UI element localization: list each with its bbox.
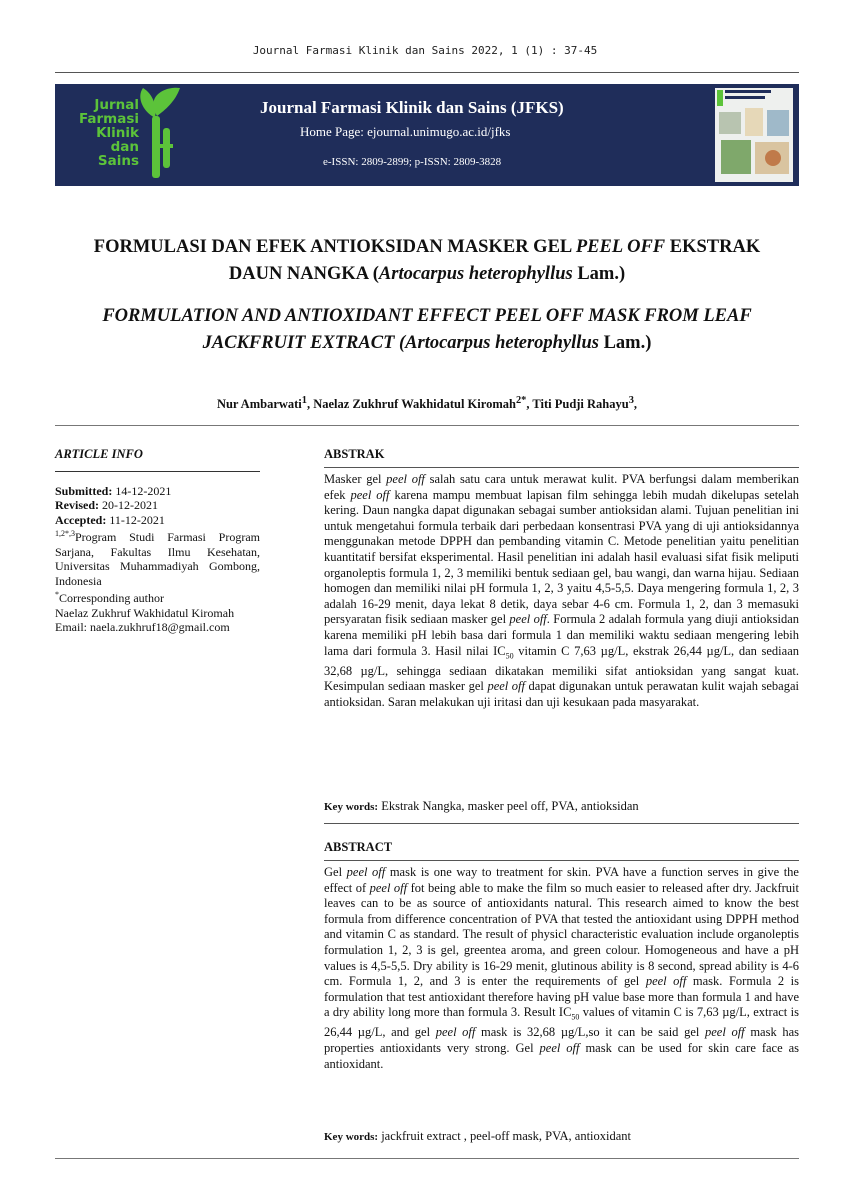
- title-italic: Artocarpus heterophyllus: [405, 333, 599, 353]
- abstract-body: [324, 865, 799, 1072]
- abstract-text: Gel: [324, 865, 347, 879]
- accepted-label: Accepted:: [55, 512, 107, 527]
- author-list: [55, 395, 799, 412]
- abstrak-italic: peel off: [509, 612, 547, 627]
- journal-title: Journal Farmasi Klinik dan Sains (JFKS): [260, 98, 564, 117]
- keywords-label: Key words:: [324, 1131, 379, 1143]
- submitted-label: Submitted:: [55, 483, 113, 498]
- corresponding-author: [55, 588, 260, 606]
- submitted-value: 14-12-2021: [112, 483, 172, 498]
- author-rule: [55, 425, 799, 426]
- abstract-heading: ABSTRACT: [324, 840, 393, 854]
- logo-line: Jurnal: [94, 97, 139, 113]
- logo-wordmark: [63, 98, 139, 168]
- affiliation-sup: 1,2*,3: [55, 529, 75, 538]
- keywords-text: Ekstrak Nangka, masker peel off, PVA, antioksidan: [378, 799, 639, 813]
- abstract-rule: [324, 860, 799, 861]
- title-text: Lam.): [572, 264, 626, 284]
- title-text: FORMULASI DAN EFEK ANTIOKSIDAN MASKER GEL: [93, 237, 576, 257]
- logo-line: dan: [110, 139, 139, 155]
- abstract-italic: peel off: [369, 880, 408, 895]
- corr-name: Naelaz Zukhruf Wakhidatul Kiromah: [55, 605, 235, 620]
- title-text: Lam.): [598, 333, 652, 353]
- accepted-date: [55, 513, 260, 528]
- title-indonesian: [55, 234, 799, 288]
- sprout-icon: [135, 86, 185, 184]
- author-affil: 3: [628, 395, 634, 406]
- footer-rule: [55, 1158, 799, 1159]
- abstrak-text: dapat digunakan untuk perawatan kulit wajah sebagai antioksidan. Saran melakukan uji iritasi dan uji kesukaan pada masyarakat.: [324, 679, 800, 709]
- abstrak-text: Masker gel: [324, 472, 387, 486]
- abstrak-sub: 50: [505, 651, 514, 661]
- corr-label: Corresponding author: [59, 591, 164, 605]
- abstrak-italic: peel off: [487, 679, 525, 694]
- revised-date: [55, 498, 260, 513]
- abstract-italic: peel off: [705, 1025, 745, 1040]
- submitted-date: [55, 484, 260, 499]
- abstract-text: mask is 32,68 µg/L,so it can be said gel: [475, 1025, 705, 1040]
- journal-cover-thumbnail: [715, 88, 793, 182]
- abstract-text: fot being able to make the film so much easier to released after dry. Jackfruit leaves can to be as source of antioxidants natural. This research aimed to know the best formula from difference concentration of PVA that tested the antioxidant using DPPH method and vitamin C as standard. The result of physicl characteristic evaluation include organoleptis formulation 1, 2, 3 is gel, greentea aroma, and green colour. Homogeneous and have a pH values is 4,5-5,5. Dry ability is 16-29 menit, glutinous ability is 8 second, spread ability is 4-6 cm. Formula 1, 2, and 3 is enter the requirements of gel: [324, 880, 799, 989]
- title-text: FORMULATION AND ANTIOXIDANT EFFECT PEEL OFF MASK FROM LEAF: [102, 306, 752, 326]
- keywords-text: jackfruit extract , peel-off mask, PVA, antioxidant: [378, 1129, 632, 1143]
- abstract-italic: peel off: [645, 974, 687, 989]
- abstract-text: values of vitamin C is 7,63 µg/L, extract is 26,44 µg/L, and gel: [324, 1005, 799, 1040]
- journal-logo: [55, 84, 185, 186]
- journal-homepage[interactable]: Home Page: ejournal.unimugo.ac.id/jfks: [300, 124, 511, 139]
- corr-sup: *: [55, 590, 59, 599]
- title-text: EKSTRAK: [665, 237, 761, 257]
- author-name: Nur Ambarwati: [216, 397, 302, 412]
- affiliation: [55, 527, 260, 588]
- abstract-text: mask has properties antioxidants very strong. Gel: [324, 1025, 800, 1056]
- abstrak-text: . Formula 2 adalah formula yang diuji antioksidan karena memiliki pH lebih basa dari formula 1 dan memiliki waktu sediaan mengering lebih lama dari formula 3. Hasil nilai IC: [324, 612, 799, 658]
- revised-label: Revised:: [55, 498, 99, 512]
- revised-value: 20-12-2021: [99, 498, 158, 512]
- abstrak-italic: peel off: [350, 487, 390, 502]
- title-text: DAUN NANGKA (: [228, 264, 379, 284]
- abstract-italic: peel off: [539, 1041, 580, 1056]
- abstrak-italic: peel off: [386, 472, 425, 486]
- abstrak-heading: ABSTRAK: [324, 447, 385, 461]
- cover-image-icon: [715, 88, 793, 182]
- affiliation-text: Program Studi Farmasi Program Sarjana, Fakultas Ilmu Kesehatan, Universitas Muhammadiyah Gombong, Indonesia: [55, 530, 260, 588]
- abstract-sub: 50: [571, 1012, 580, 1022]
- abstract-text: mask can be used for skin care face as antioxidant.: [324, 1041, 800, 1071]
- logo-line: Sains: [97, 153, 139, 169]
- author-name: , Titi Pudji Rahayu: [526, 397, 629, 412]
- journal-banner: [55, 84, 799, 186]
- article-info: [55, 447, 260, 635]
- abstrak-rule: [324, 467, 799, 468]
- corr-email[interactable]: Email: naela.zukhruf18@gmail.com: [55, 620, 230, 634]
- logo-line: Klinik: [96, 125, 139, 141]
- title-italic: Artocarpus heterophyllus: [378, 264, 573, 284]
- journal-issn: e-ISSN: 2809-2899; p-ISSN: 2809-3828: [323, 156, 502, 168]
- abstrak-keywords: [324, 799, 639, 814]
- title-english: [55, 303, 799, 357]
- title-italic: PEEL OFF: [575, 237, 666, 257]
- abstract-keywords: [324, 1129, 631, 1144]
- title-text: JACKFRUIT EXTRACT (: [202, 333, 406, 353]
- abstrak-text: karena mampu membuat lapisan film sehingga lebih mudah dikelupas setelah kering. Daun nangka dapat digunakan sebagai sumber antioksidan alami. Tujuan penelitian ini untuk mengetahui formula terbaik dari perbedaan konsentrasi PVA yang di uji antioksidannya menggunakan metode DPPH dan pembanding vitamin C. Metode penelitian yaitu penelitian kuantitatif bersifat eksperimental. Hasil penelitian ini adalah hasil evaluasi sifat fisik meliputi organoleptis formula 1, 2, 3 memiliki bentuk sediaan gel, bau wangi, dan warna hijau. Sediaan homogen dan memiliki nilai pH formula 1, 2, 3 yaitu 4,5-5,5. Daya mengering formula 1, 2, 3 adalah 16-29 menit, daya lekat 8 detik, daya sebar 4-6 cm. Formula 1, 2, dan 3 memasuki persyaratan fisik sediaan masker gel: [324, 487, 799, 627]
- author-affil: 2*: [515, 395, 527, 406]
- keywords-label: Key words:: [324, 801, 379, 813]
- abstrak-text: vitamin C 7,63 µg/L, ekstrak 26,44 µg/L, dan sediaan 32,68 µg/L, sehingga sediaan dikatakan memiliki sifat antioksidan yang sangat kuat. Kesimpulan sediaan masker gel: [324, 643, 799, 694]
- abstrak-body: [324, 472, 799, 710]
- author-name: , Naelaz Zukhruf Wakhidatul Kiromah: [306, 397, 516, 412]
- abstract-text: mask. Formula 2 is formulation that test antioxidant therefore having pH value base more than formula 1 and have a dry ability long more than formula 3. Result IC: [324, 974, 799, 1020]
- header-rule: [55, 72, 799, 73]
- abstract-italic: peel off: [346, 865, 386, 879]
- running-head: Journal Farmasi Klinik dan Sains 2022, 1 (1) : 37-45: [252, 44, 598, 57]
- author-tail: ,: [633, 397, 638, 412]
- article-info-heading: ARTICLE INFO: [55, 447, 260, 472]
- author-affil: 1: [301, 395, 307, 406]
- abstrak-text: salah satu cara untuk merawat kulit. PVA berfungsi dalam memberikan efek: [324, 472, 800, 502]
- abstract-text: mask is one way to treatment for skin. PVA have a function serves in give the effect of: [324, 865, 799, 895]
- logo-line: Farmasi: [78, 111, 139, 127]
- abstract-italic: peel off: [435, 1025, 476, 1040]
- accepted-value: 11-12-2021: [106, 512, 165, 527]
- keywords-rule: [324, 823, 799, 824]
